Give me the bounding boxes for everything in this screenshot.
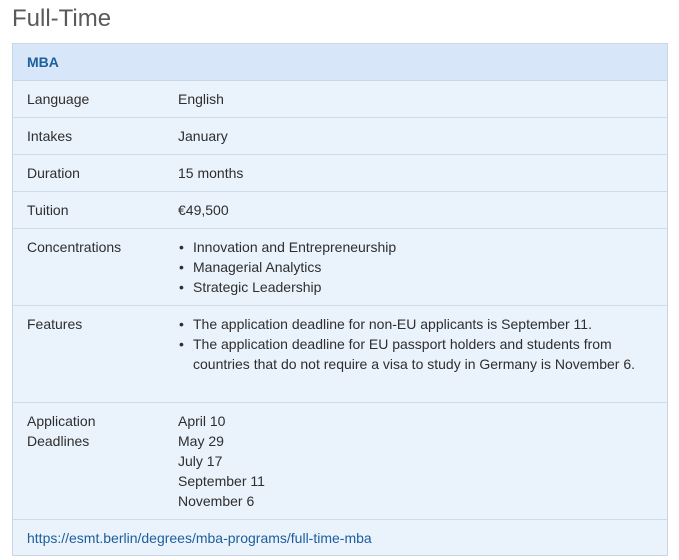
row-label: Concentrations	[27, 239, 122, 255]
list-item: • Innovation and Entrepreneurship	[193, 237, 657, 257]
row-value	[178, 314, 667, 394]
list-item: • Managerial Analytics	[193, 257, 657, 277]
row-value	[178, 237, 667, 297]
row-value: 15 months	[178, 165, 244, 181]
deadline-date: April 10	[178, 413, 226, 429]
row-value: January	[178, 128, 228, 144]
row-label: Duration	[27, 165, 80, 181]
row-label: Language	[27, 91, 90, 107]
program-name: MBA	[13, 44, 667, 81]
program-card	[12, 43, 668, 556]
deadline-date: November 6	[178, 493, 255, 509]
section-title: Full-Time	[12, 5, 112, 32]
row-value: English	[178, 91, 224, 107]
list-item: • Strategic Leadership	[193, 277, 657, 297]
deadline-date: May 29	[178, 433, 224, 449]
list-item: • The application deadline for EU passport holders and students from countries that do not require a visa to study in Germany is November 6.	[193, 334, 657, 374]
row-label: Intakes	[27, 128, 73, 144]
row-application-deadlines	[13, 403, 667, 520]
program-link-row	[13, 520, 667, 555]
row-intakes	[13, 118, 667, 155]
row-duration	[13, 155, 667, 192]
program-link[interactable]: https://esmt.berlin/degrees/mba-programs/full-time-mba	[27, 529, 372, 546]
row-concentrations	[13, 229, 667, 306]
deadline-date: July 17	[178, 453, 223, 469]
row-label: Application Deadlines	[27, 413, 96, 449]
deadline-date: September 11	[178, 473, 265, 489]
row-language	[13, 81, 667, 118]
deadline-dates	[178, 411, 667, 511]
row-tuition	[13, 192, 667, 229]
list-item: • The application deadline for non-EU applicants is September 11.	[193, 314, 657, 334]
row-label: Features	[27, 316, 83, 332]
concentrations-list	[178, 237, 657, 297]
features-list	[178, 314, 657, 374]
row-value: €49,500	[178, 202, 229, 218]
row-features	[13, 306, 667, 403]
row-label: Tuition	[27, 202, 69, 218]
